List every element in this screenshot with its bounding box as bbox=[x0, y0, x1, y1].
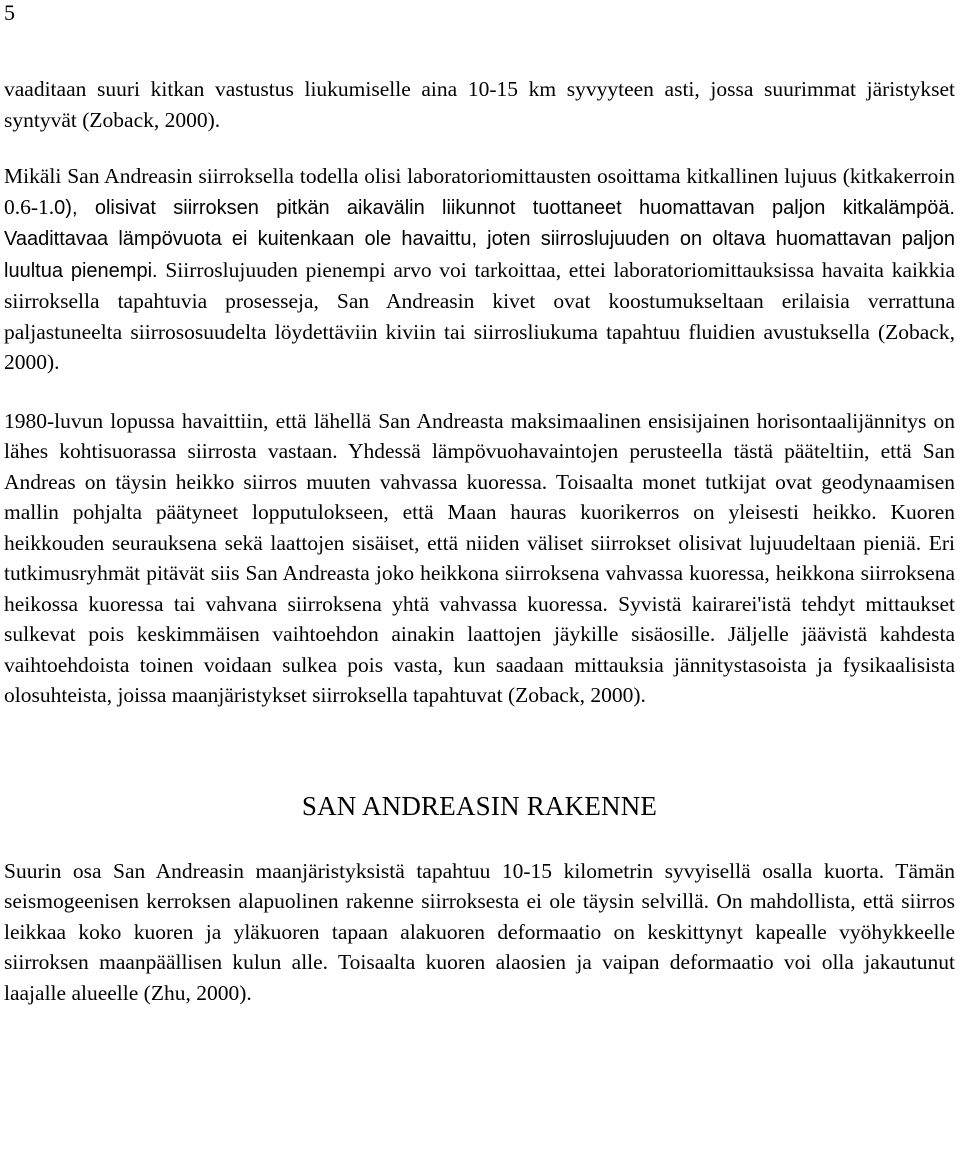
section-heading: SAN ANDREASIN RAKENNE bbox=[301, 790, 658, 821]
paragraph-stress-orientation: 1980-luvun lopussa havaittiin, että lähellä San Andreasta maksimaalinen ensisijainen horisontaalijännitys on lähes kohtisuorassa siirrosta vastaan. Yhdessä lämpövuohavaintojen perusteella tästä pääteltiin, että San Andreas on täysin heikko siirros muuten vahvassa kuoressa. Toisaalta monet tutkijat ovat geodynaamisen mallin pohjalta päätyneet lopputulokseen, että Maan hauras kuorikerros on yleisesti heikko. Kuoren heikkouden seurauksena sekä laattojen sisäiset, että niiden väliset siirrokset olisivat lujuudeltaan pieniä. Eri tutkimusryhmät pitävät siis San Andreasta joko heikkona siirroksena vahvassa kuoressa, heikkona siirroksena heikossa kuoressa tai vahvana siirroksena yhtä vahvassa kuoressa. Syvistä kairarei'istä tehdyt mittaukset sulkevat pois keskimmäisen vaihtoehdon ainakin laattojen jäykille sisäosille. Jäljelle jäävistä kahdesta vaihtoehdoista toinen voidaan sulkea pois vasta, kun saadaan mittauksia jännitystasoista ja fysikaalisista olosuhteista, joissa maanjäristykset siirroksella tapahtuvat (Zoback, 2000). bbox=[4, 408, 955, 707]
document-body bbox=[4, 74, 955, 1008]
paragraph-frictional-strength-part-a: Mikäli San Andreasin siirroksella todella olisi laboratoriomittausten osoittama kitkallinen lujuus (kitkakerroin 0.6-1. bbox=[4, 164, 955, 219]
page-number: 5 bbox=[4, 0, 15, 25]
paragraph-frictional-strength bbox=[4, 161, 955, 378]
paragraph-zoback-friction: vaaditaan suuri kitkan vastustus liukumiselle aina 10-15 km syvyyteen asti, jossa suurimmat järistykset syntyvät (Zoback, 2000). bbox=[4, 77, 955, 132]
paragraph-frictional-strength-part-c: Siirroslujuuden pienempi arvo voi tarkoittaa, ettei laboratoriomittauksissa havaita kaikkia siirroksella tapahtuvia prosesseja, San Andreasin kivet ovat koostumukseltaan erilaisia verrattuna paljastuneelta siirrososuudelta löydettäviin kiviin tai siirrosliukuma tapahtuu fluidien avustuksella (Zoback, 2000). bbox=[4, 257, 955, 374]
paragraph-fault-structure: Suurin osa San Andreasin maanjäristyksistä tapahtuu 10-15 kilometrin syvyisellä osalla kuorta. Tämän seismogeenisen kerroksen alapuolinen rakenne siirroksesta ei ole täysin selvillä. On mahdollista, että siirros leikkaa koko kuoren ja yläkuoren tapaan alakuoren deformaatio on keskittynyt kapealle vyöhykkeelle siirroksen maanpäällisen kulun alle. Toisaalta kuoren alaosien ja vaipan deformaatio voi olla jakautunut laajalle alueelle (Zhu, 2000). bbox=[4, 858, 955, 1005]
paragraph-frictional-strength-part-b: 0), olisivat siirroksen pitkän aikavälin liikunnot tuottaneet huomattavan paljon kitkalämpöä. Vaadittavaa lämpövuota ei kuitenkaan ole havaittu, joten siirroslujuuden on oltava huomattavan paljon luultua pienempi. bbox=[4, 196, 955, 282]
